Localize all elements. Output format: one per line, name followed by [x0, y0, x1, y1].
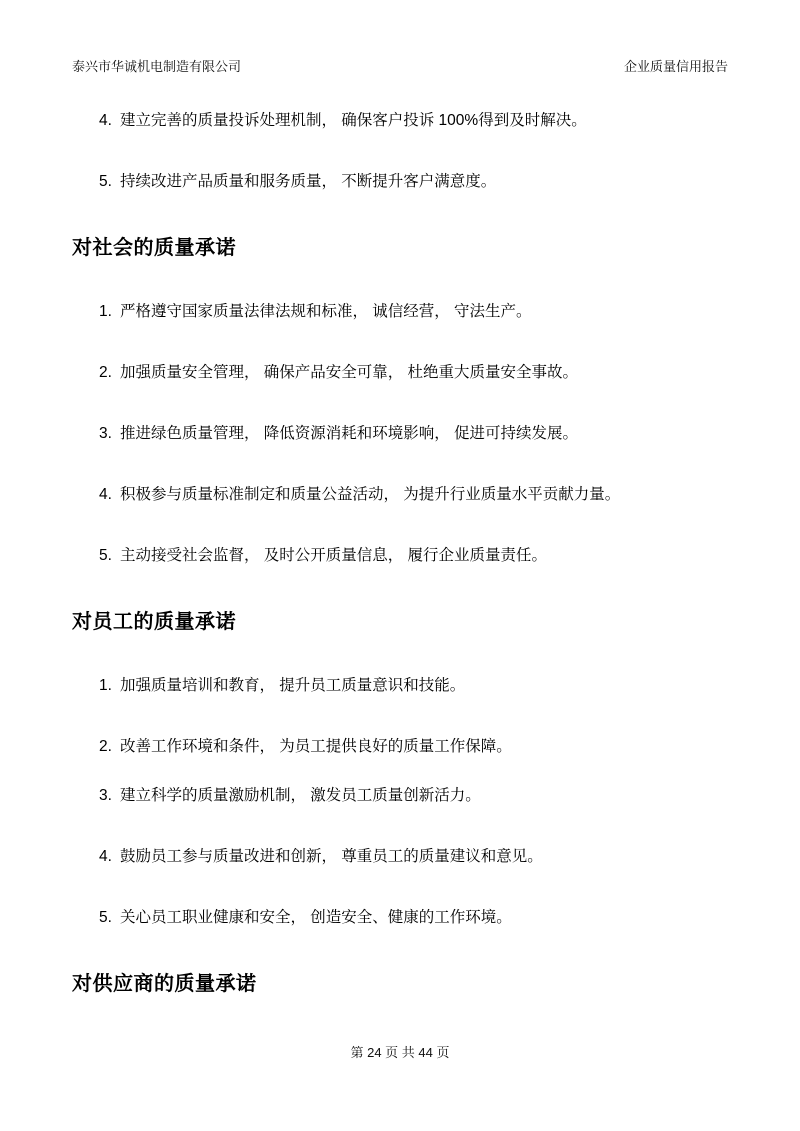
- list-item: [99, 675, 728, 697]
- list-item: [99, 545, 728, 567]
- item-text: 建立完善的质量投诉处理机制， 确保客户投诉 100%得到及时解决。: [119, 112, 587, 129]
- item-number: 2.: [99, 738, 112, 755]
- header-report-title: 企业质量信用报告: [623, 59, 728, 74]
- item-number: 4.: [99, 112, 112, 129]
- item-number: 1.: [99, 303, 112, 320]
- header-company-name: 泰兴市华诚机电制造有限公司: [72, 59, 242, 74]
- list-item: [99, 110, 728, 132]
- list-item: [99, 736, 728, 758]
- item-text: 加强质量安全管理， 确保产品安全可靠， 杜绝重大质量安全事故。: [119, 364, 579, 381]
- list-item: [99, 484, 728, 506]
- item-number: 3.: [99, 787, 112, 804]
- item-text: 建立科学的质量激励机制， 激发员工质量创新活力。: [119, 787, 481, 804]
- item-number: 3.: [99, 425, 112, 442]
- item-number: 4.: [99, 486, 112, 503]
- list-item: [99, 907, 728, 929]
- item-text: 主动接受社会监督， 及时公开质量信息， 履行企业质量责任。: [119, 547, 548, 564]
- page-header: [72, 58, 728, 76]
- page-footer: [0, 1044, 800, 1062]
- list-item: [99, 846, 728, 868]
- item-text: 持续改进产品质量和服务质量， 不断提升客户满意度。: [119, 173, 497, 190]
- item-text: 严格遵守国家质量法律法规和标准， 诚信经营， 守法生产。: [119, 303, 532, 320]
- item-text: 改善工作环境和条件， 为员工提供良好的质量工作保障。: [119, 738, 512, 755]
- item-text: 加强质量培训和教育， 提升员工质量意识和技能。: [119, 677, 466, 694]
- item-number: 2.: [99, 364, 112, 381]
- list-item: [99, 301, 728, 323]
- item-text: 推进绿色质量管理， 降低资源消耗和环境影响， 促进可持续发展。: [119, 425, 579, 442]
- item-number: 5.: [99, 173, 112, 190]
- item-number: 1.: [99, 677, 112, 694]
- section-heading-suppliers: 对供应商的质量承诺: [72, 973, 257, 995]
- section-heading-employees: 对员工的质量承诺: [72, 611, 236, 633]
- page-number-info: 第 24 页 共 44 页: [350, 1045, 450, 1060]
- list-item: [99, 785, 728, 807]
- item-number: 5.: [99, 547, 112, 564]
- list-item: [99, 171, 728, 193]
- item-text: 积极参与质量标准制定和质量公益活动， 为提升行业质量水平贡献力量。: [119, 486, 621, 503]
- item-text: 鼓励员工参与质量改进和创新， 尊重员工的质量建议和意见。: [119, 848, 543, 865]
- item-number: 5.: [99, 909, 112, 926]
- list-item: [99, 423, 728, 445]
- section-heading-society: 对社会的质量承诺: [72, 237, 236, 259]
- item-text: 关心员工职业健康和安全， 创造安全、健康的工作环境。: [119, 909, 512, 926]
- list-item: [99, 362, 728, 384]
- item-number: 4.: [99, 848, 112, 865]
